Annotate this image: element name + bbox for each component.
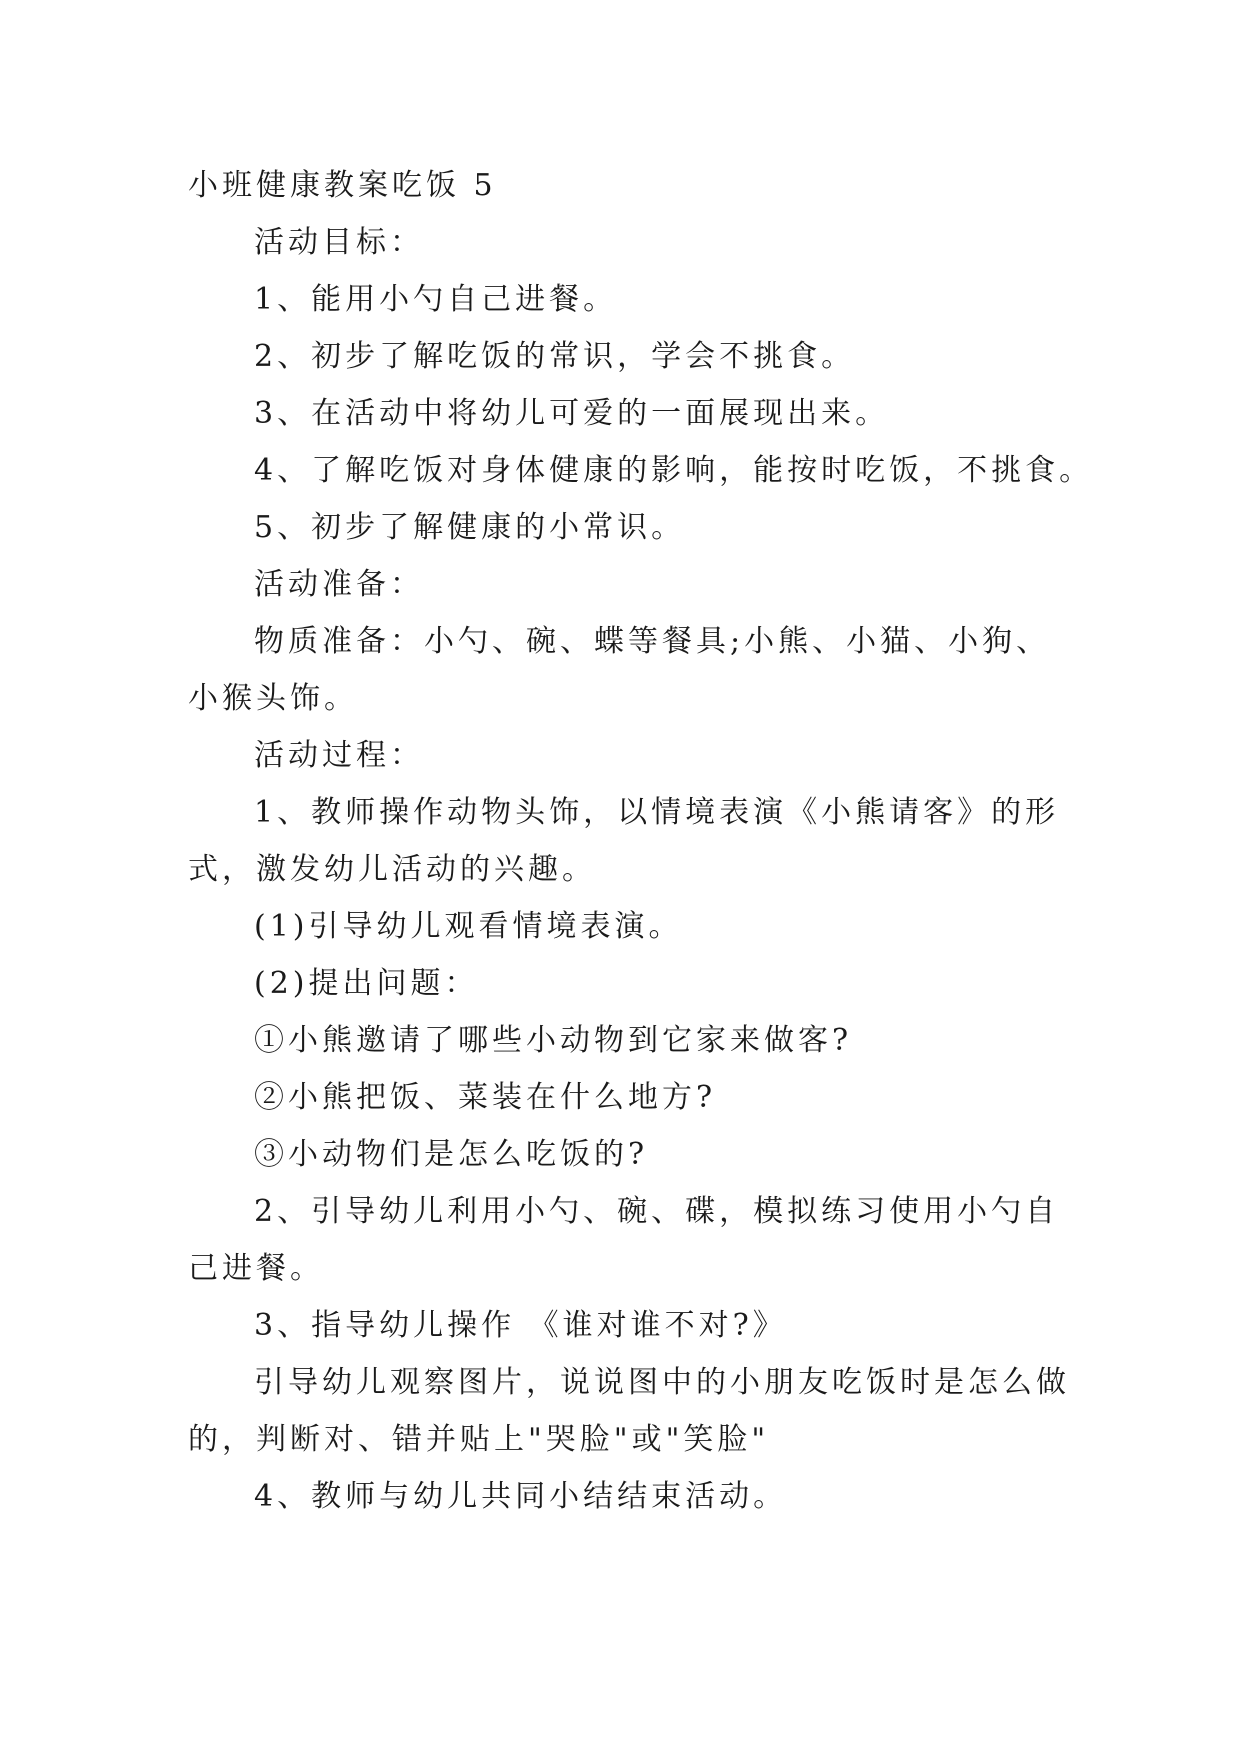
document-title: 小班健康教案吃饭 5 bbox=[188, 168, 497, 203]
goal-item-4: 4、了解吃饭对身体健康的影响，能按时吃饭，不挑食。 bbox=[254, 453, 1094, 488]
paragraph-line: 的，判断对、错并贴上"哭脸"或"笑脸" bbox=[188, 1422, 770, 1457]
section-heading-goals: 活动目标： bbox=[254, 225, 424, 260]
goal-item-1: 1、能用小勺自己进餐。 bbox=[254, 282, 618, 317]
paragraph-line: 己进餐。 bbox=[188, 1251, 324, 1286]
paragraph-line: (1)引导幼儿观看情境表演。 bbox=[254, 909, 683, 944]
paragraph-line: 小猴头饰。 bbox=[188, 681, 358, 716]
section-heading-preparation: 活动准备： bbox=[254, 567, 424, 602]
paragraph-line: (2)提出问题： bbox=[254, 966, 479, 1001]
paragraph-line: 3、指导幼儿操作 《谁对谁不对?》 bbox=[254, 1308, 787, 1343]
question-item: ③小动物们是怎么吃饭的? bbox=[254, 1137, 649, 1172]
question-item: ②小熊把饭、菜装在什么地方? bbox=[254, 1080, 717, 1115]
paragraph-line: 2、引导幼儿利用小勺、碗、碟，模拟练习使用小勺自 bbox=[254, 1194, 1060, 1229]
paragraph-line: 引导幼儿观察图片，说说图中的小朋友吃饭时是怎么做 bbox=[254, 1365, 1070, 1400]
paragraph-line: 物质准备：小勺、碗、蝶等餐具;小熊、小猫、小狗、 bbox=[254, 624, 1051, 659]
paragraph-line: 式，激发幼儿活动的兴趣。 bbox=[188, 852, 596, 887]
goal-item-2: 2、初步了解吃饭的常识，学会不挑食。 bbox=[254, 339, 856, 374]
goal-item-5: 5、初步了解健康的小常识。 bbox=[254, 510, 686, 545]
question-item: ①小熊邀请了哪些小动物到它家来做客? bbox=[254, 1023, 853, 1058]
paragraph-line: 1、教师操作动物头饰，以情境表演《小熊请客》的形 bbox=[254, 795, 1060, 830]
goal-item-3: 3、在活动中将幼儿可爱的一面展现出来。 bbox=[254, 396, 890, 431]
section-heading-process: 活动过程： bbox=[254, 738, 424, 773]
paragraph-line: 4、教师与幼儿共同小结结束活动。 bbox=[254, 1479, 788, 1514]
